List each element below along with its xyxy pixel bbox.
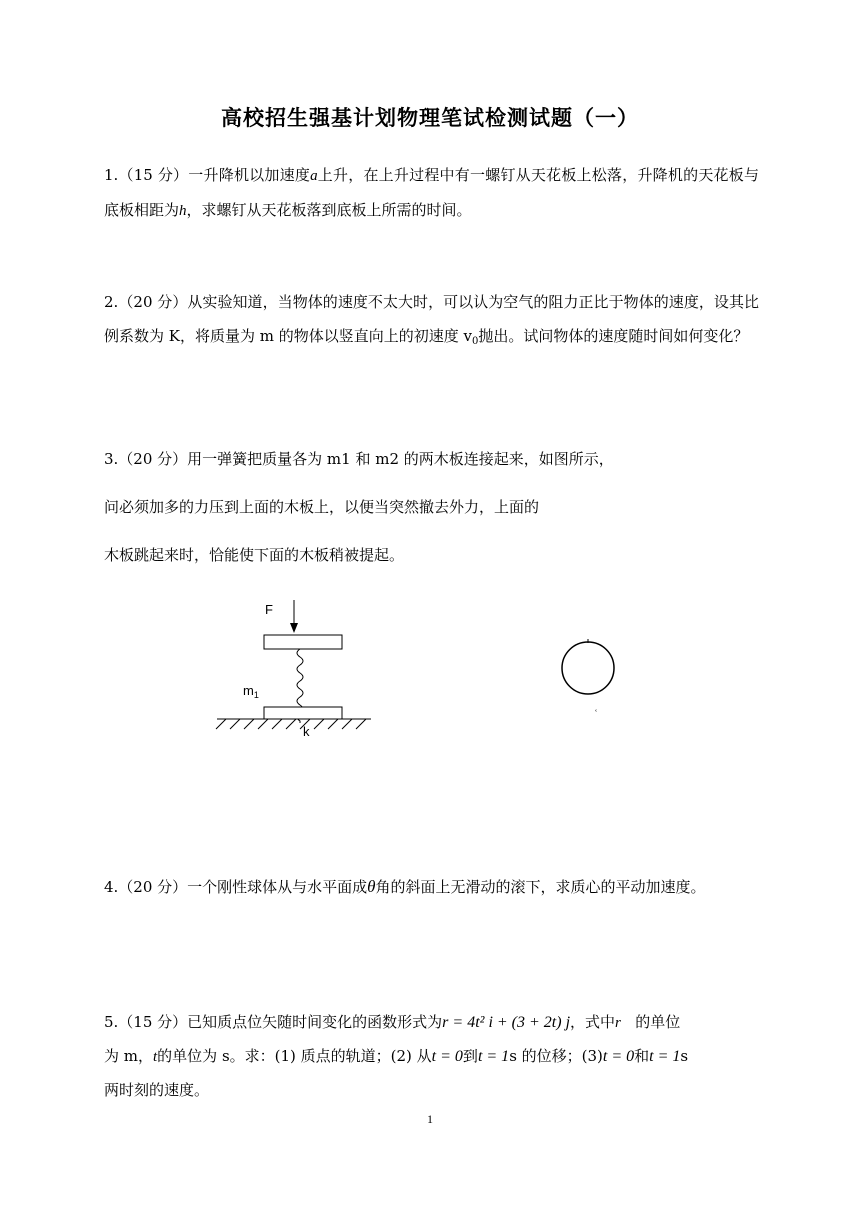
page-number: 1: [427, 1112, 433, 1126]
q1-text-mid: 上升，在上升过程中有一螺钉从天花板上松落，升降机的天花板与底板相距为: [104, 166, 759, 219]
q5-unit-text: 的单位: [635, 1013, 681, 1031]
q2-text-prefix: 2.（20 分）从实验知道，当物体的速度不太大时，可以认为空气的阻力正比于物体的速度，设其比例系数为 K，将质量为 m 的物体以竖直向上的初速度 v: [104, 293, 759, 345]
q5-text-to: 到: [462, 1047, 478, 1065]
q5-text-s: s: [680, 1047, 689, 1065]
q5-t1: t = 1: [477, 1048, 510, 1065]
q4-text-suffix: 角的斜面上无滑动的滚下，求质心的平动加速度。: [375, 878, 706, 896]
ground-hatching: [216, 719, 366, 729]
q1-symbol-h: h: [179, 203, 187, 219]
q5-t0-second: t = 0: [602, 1048, 635, 1065]
q3-figure: [0, 590, 860, 750]
lower-board: [264, 707, 342, 719]
q2-text-suffix: 抛出。试问物体的速度随时间如何变化？: [478, 327, 749, 345]
q3-line-2: 问必须加多的力压到上面的木板上，以便当突然撤去外力，上面的: [104, 498, 540, 516]
upper-board: [264, 635, 342, 649]
question-1: [104, 158, 759, 228]
q5-line-3: 两时刻的速度。: [104, 1081, 210, 1099]
q5-symbol-t: t: [153, 1049, 158, 1065]
force-label: F: [265, 602, 273, 617]
question-4: [104, 870, 759, 904]
q5-t1-second: t = 1: [649, 1048, 681, 1065]
q2-subscript: 0: [471, 336, 479, 347]
force-arrowhead: [290, 623, 298, 633]
q5-symbol-r: r: [615, 1015, 621, 1031]
q5-line-2: [104, 1039, 688, 1074]
circle-figure: [562, 642, 614, 694]
q5-text-and: 和: [634, 1047, 650, 1065]
q3-line-1: 3.（20 分）用一弹簧把质量各为 m1 和 m2 的两木板连接起来，如图所示，: [104, 450, 614, 468]
q5-text-after-formula: ，式中: [570, 1013, 616, 1031]
q1-text-suffix: ，求螺钉从天花板落到底板上所需的时间。: [186, 201, 472, 219]
small-mark: ʿ: [594, 707, 598, 721]
q5-text-prefix: 5.（15 分）已知质点位矢随时间变化的函数形式为: [104, 1013, 443, 1031]
page-title: 高校招生强基计划物理笔试检测试题（一）: [221, 106, 639, 130]
question-2: [104, 285, 759, 359]
q3-line-3: 木板跳起来时，恰能使下面的木板稍被提起。: [104, 546, 405, 564]
q5-t0: t = 0: [431, 1048, 463, 1065]
q1-symbol-a: a: [310, 168, 318, 184]
q1-text-prefix: 1.（15 分）一升降机以加速度: [104, 166, 311, 184]
q5-text-requests: 的单位为 s。求：(1) 质点的轨道；(2) 从: [157, 1047, 432, 1065]
q4-text-prefix: 4.（20 分）一个刚性球体从与水平面成: [104, 878, 368, 896]
q5-position-formula: r = 4t² i + (3 + 2t) j: [442, 1014, 571, 1031]
q5-text-displacement: s 的位移；(3): [509, 1047, 603, 1065]
q4-symbol-theta: θ: [367, 877, 376, 896]
q5-text-unit-m: 为 m，: [104, 1047, 153, 1065]
spring-constant-label: k: [303, 724, 310, 739]
q5-line-1: [104, 1005, 680, 1040]
mass-label: $m_1$: [243, 683, 259, 700]
